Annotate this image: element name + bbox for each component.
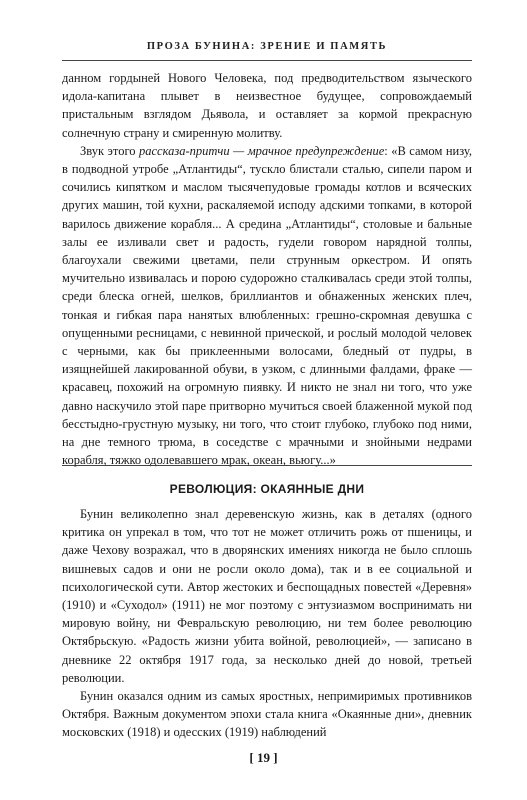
text-block-top xyxy=(62,69,472,469)
header-rule xyxy=(62,60,472,61)
text-block-bottom xyxy=(62,505,472,742)
quote-text: : «В самом низу, в подводной утробе „Атлантиды“, тускло блистали сталью, сипели паром и сочились кипятком и маслом тысячепудовые громады котлов и всяческих других машин, той кухни, раскаляемой исподу адскими топками, в которой варилось движение корабля... А средина „Атлантиды“, столовые и бальные залы ее изливали свет и радость, гудели говором нарядной толпы, благоухали свежими цветами, пели струнным оркестром. И опять мучительно извивалась и порою судорожно сталкивалась среди этой толпы, среди блеска огней, шелков, бриллиантов и обнаженных женских плеч, тонкая и гибкая пара нанятых влюбленных: грешно-скромная девушка с опущенными ресницами, с невинной прической, и рослый молодой человек с черными, как бы приклеенными волосами, бледный от пудры, в изящнейшей лакированной обуви, в узком, с длинными фалдами, фраке — красавец, похожий на огромную пиявку. И никто не знал ни того, что уже давно наскучило этой паре притворно мучиться своей блаженной мукой под бесстыдно-грустную музыку, ни того, что стоит глубоко, глубоко под ними, на дне темного трюма, в соседстве с мрачными и знойными недрами корабля, тяжко одолевавшего мрак, океан, вьюгу...» xyxy=(62,143,473,468)
paragraph: Бунин великолепно знал деревенскую жизнь, как в деталях (одного критика он упрекал в том, что тот не может отличить рожь от пшеницы, и даже Чехову возражал, что в дворянских имениях никогда не было сплошь вишневых садов и они не росли около дома), так и в ее социальной и психологической сути. Автор жестоких и беспощадных повестей «Деревня» (1910) и «Суходол» (1911) не мог поэтому с энтузиазмом воспринимать ни мировую войну, ни Февральскую революцию, ни тем более революцию Октябрьскую. «Радость жизни убита войной, революцией», — записано в дневнике 22 октября 1917 года, за несколько дней до новой, третьей революции. xyxy=(62,507,472,685)
page-number: [ 19 ] xyxy=(249,750,278,765)
paragraph-lead: Звук этого xyxy=(80,143,139,158)
paragraph-continuation: данном гордыней Нового Человека, под предводительством языческого идола-капитана плывет в неизвестное будущее, сопровождаемый пристальным взглядом Дьявола, и оставляет за кормой прекрасную солнечную страну и смиренную молитву. xyxy=(62,71,472,140)
italic-phrase: рассказа-притчи — мрачное предупреждение xyxy=(138,143,385,158)
running-head: ПРОЗА БУНИНА: ЗРЕНИЕ И ПАМЯТЬ xyxy=(146,41,388,52)
section-rule xyxy=(62,465,472,466)
section-heading: РЕВОЛЮЦИЯ: ОКАЯННЫЕ ДНИ xyxy=(169,482,365,496)
paragraph: Бунин оказался одним из самых яростных, непримиримых противников Октября. Важным документом эпохи стала книга «Окаянные дни», дневник московских (1918) и одесских (1919) наблюдений xyxy=(62,689,472,740)
paragraph-quote xyxy=(62,142,472,470)
